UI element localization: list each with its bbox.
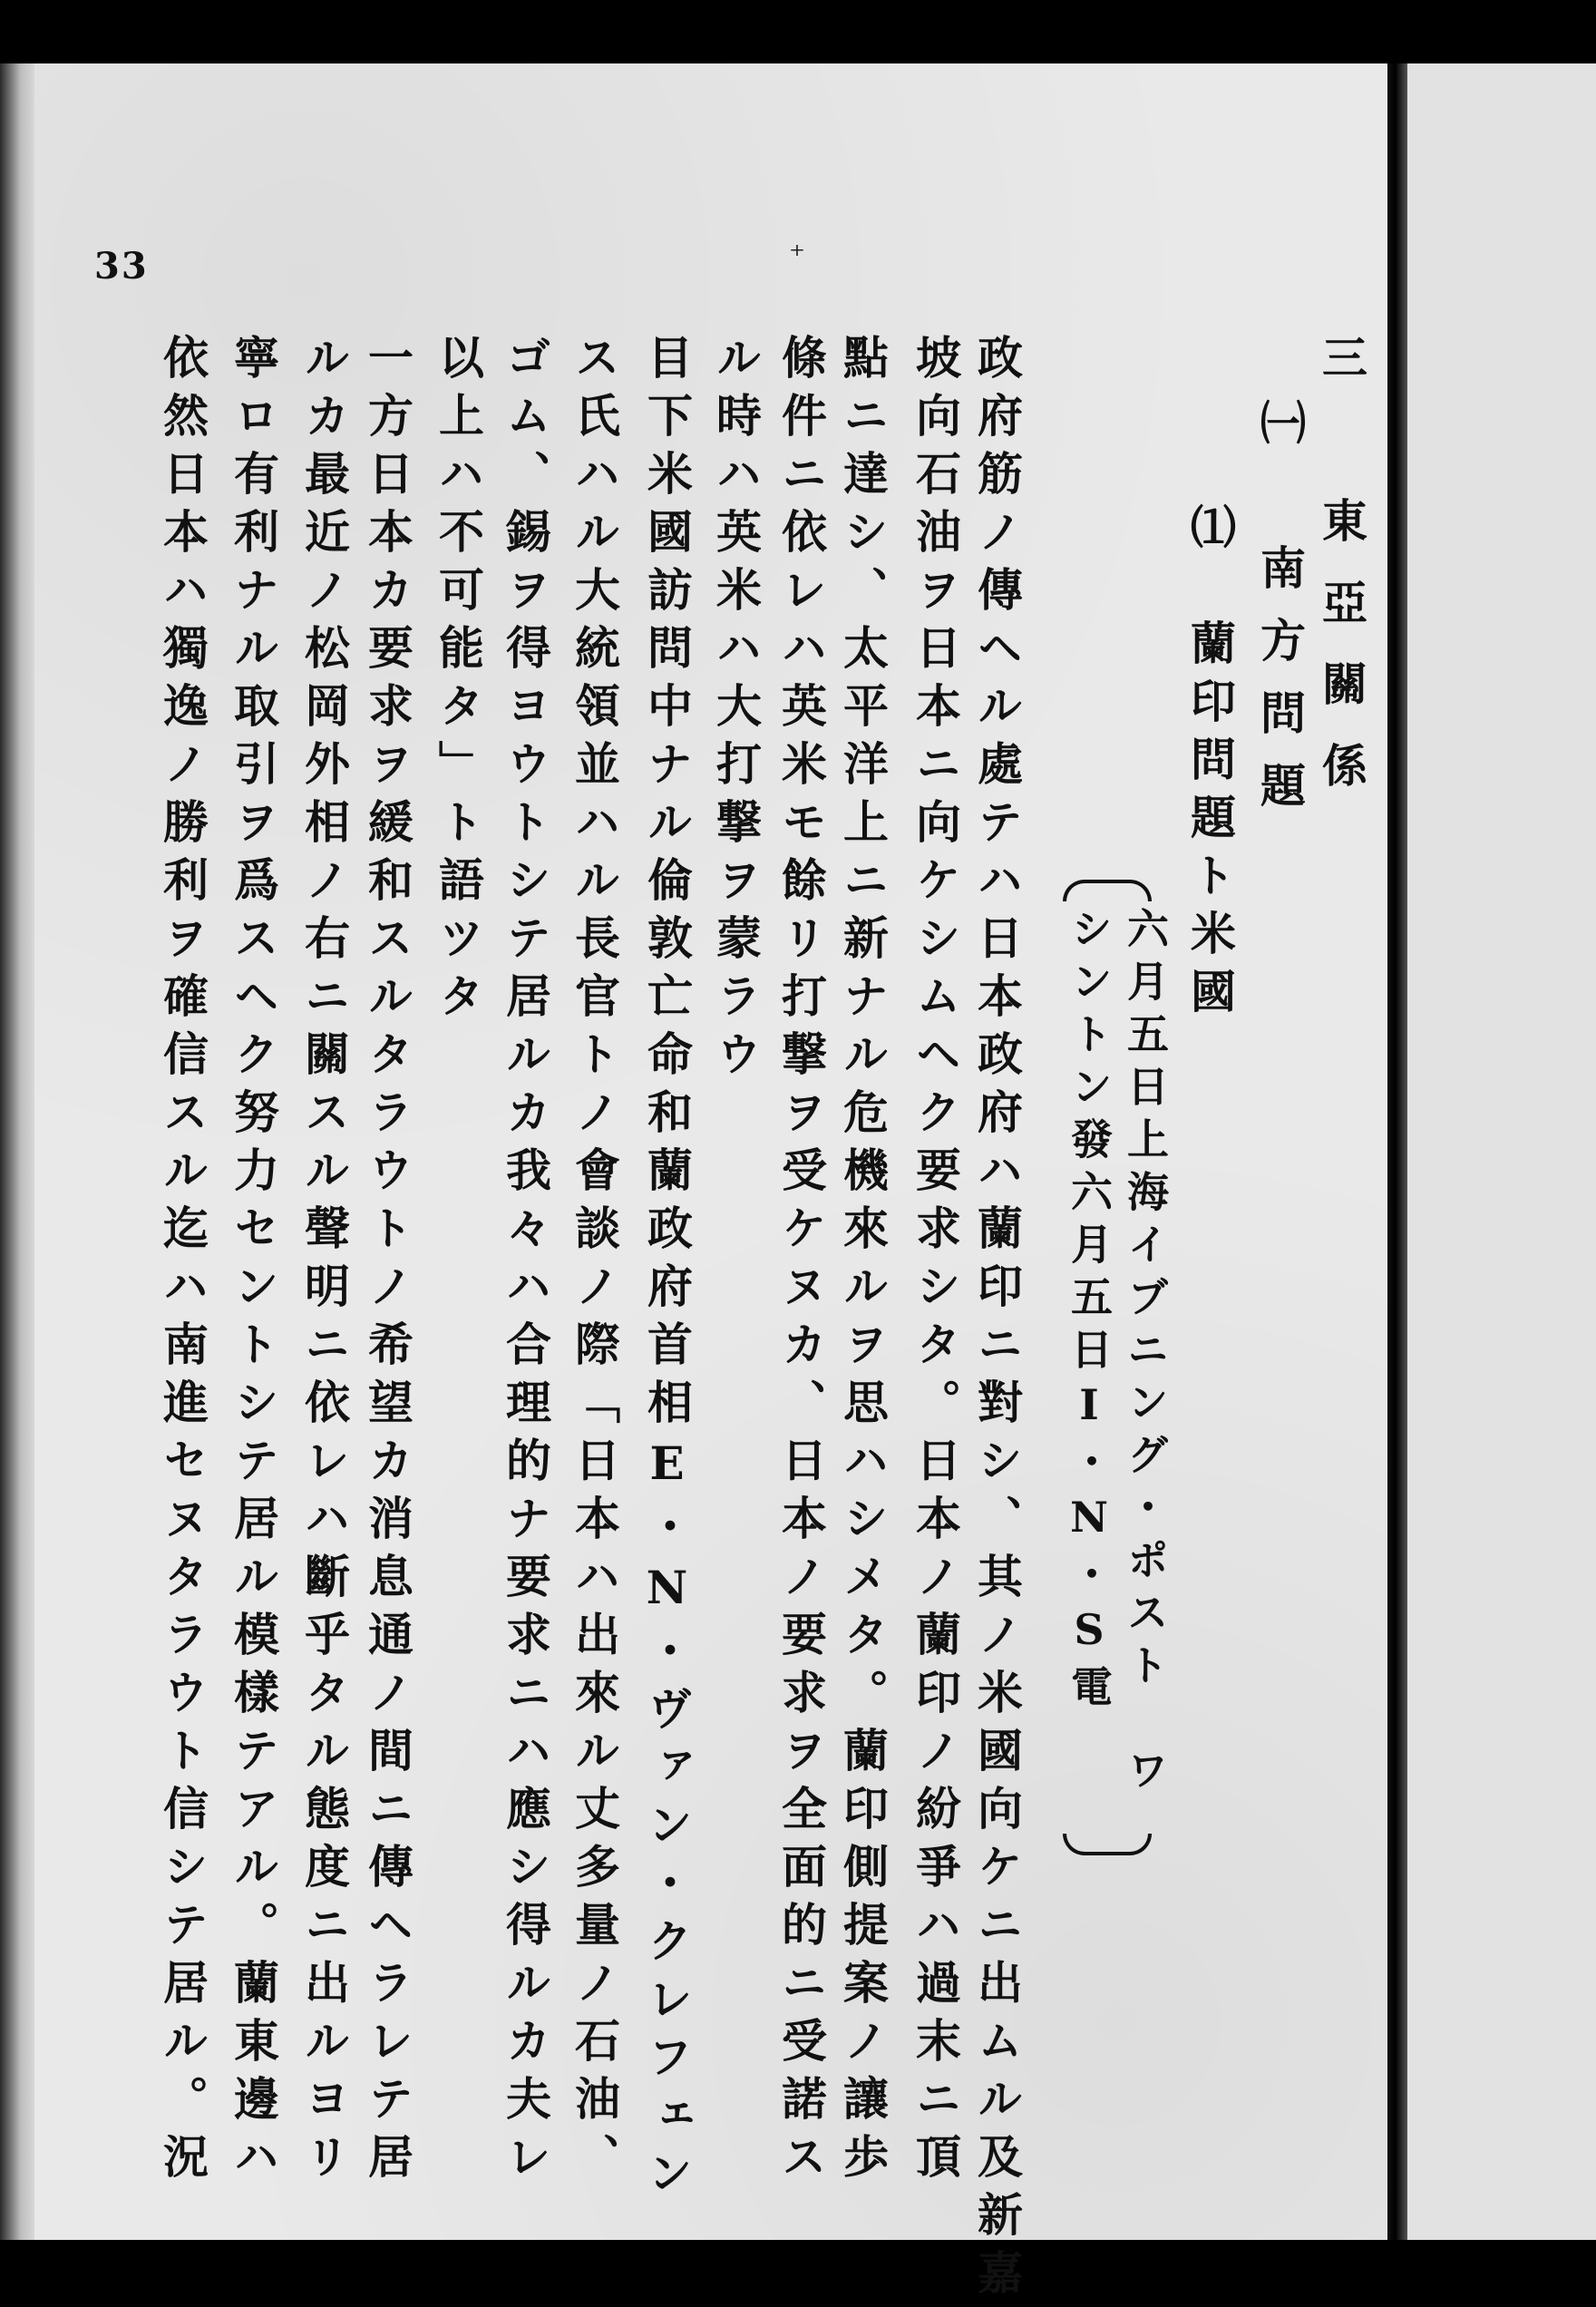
- facing-page-edge: [1407, 63, 1596, 2240]
- text-column-1: 政府筋ノ傳ヘル處テハ日本政府ハ蘭印ニ對シ、其ノ米國向ケニ出ムル及新嘉: [970, 334, 1024, 2307]
- text-column-5: ル時ハ英米ハ大打撃ヲ蒙ラウ: [709, 334, 763, 1088]
- dateline-brace-top: [1063, 880, 1152, 901]
- item-heading: ⑴ 蘭印問題ト米國: [1183, 503, 1237, 1026]
- text-column-11: ルカ最近ノ松岡外相ノ右ニ關スル聲明ニ依レハ斷乎タル態度ニ出ルヨリ: [297, 334, 351, 2191]
- text-column-4: 條件ニ依レハ英米モ餘リ打撃ヲ受ケヌカ、日本ノ要求ヲ全面的ニ受諾ス: [774, 334, 828, 2191]
- text-column-3: 點ニ達シ、太平洋上ニ新ナル危機來ルヲ思ハシメタ。蘭印側提案ノ讓歩: [836, 334, 890, 2191]
- text-column-7: ス氏ハル大統領並ハル長官トノ會談ノ際「日本ハ出來ル丈多量ノ石油、: [568, 334, 621, 2191]
- text-column-13: 依然日本ハ獨逸ノ勝利ヲ確信スル迄ハ南進セヌタラウト信シテ居ル。況: [156, 334, 209, 2191]
- header-mark: ⁺: [789, 238, 805, 274]
- text-column-9: 以上ハ不可能タ」ト語ツタ: [432, 334, 485, 1030]
- dateline: 六月五日上海イブニング・ポスト ワシントン發六月五日I・N・S電: [1065, 907, 1170, 1801]
- page-number: 33: [94, 245, 149, 287]
- dateline-brace-bottom: [1063, 1834, 1152, 1855]
- text-column-6: 目下米國訪問中ナル倫敦亡命和蘭政府首相E・N・ヴァン・クレフェン: [640, 334, 694, 2207]
- text-column-10: 一方日本カ要求ヲ緩和スルタラウトノ希望カ消息通ノ間ニ傳ヘラレテ居: [361, 334, 414, 2191]
- subsection-heading: ㈠ 南方問題: [1253, 399, 1307, 834]
- bottom-border: [0, 2240, 1596, 2292]
- text-column-8: ゴム、錫ヲ得ヨウトシテ居ルカ我々ハ合理的ナ要求ニハ應シ得ルカ夫レ: [499, 334, 552, 2191]
- text-column-2: 坡向石油ヲ日本ニ向ケシムヘク要求シタ。日本ノ蘭印ノ紛爭ハ過末ニ頂: [909, 334, 962, 2191]
- left-page-edge: [0, 63, 34, 2240]
- section-heading: 三 東亞關係: [1315, 334, 1368, 823]
- text-column-12: 寧ロ有利ナル取引ヲ爲スヘク努力セントシテ居ル模樣テアル。蘭東邊ハ: [227, 334, 280, 2191]
- page-fold: [1387, 63, 1407, 2240]
